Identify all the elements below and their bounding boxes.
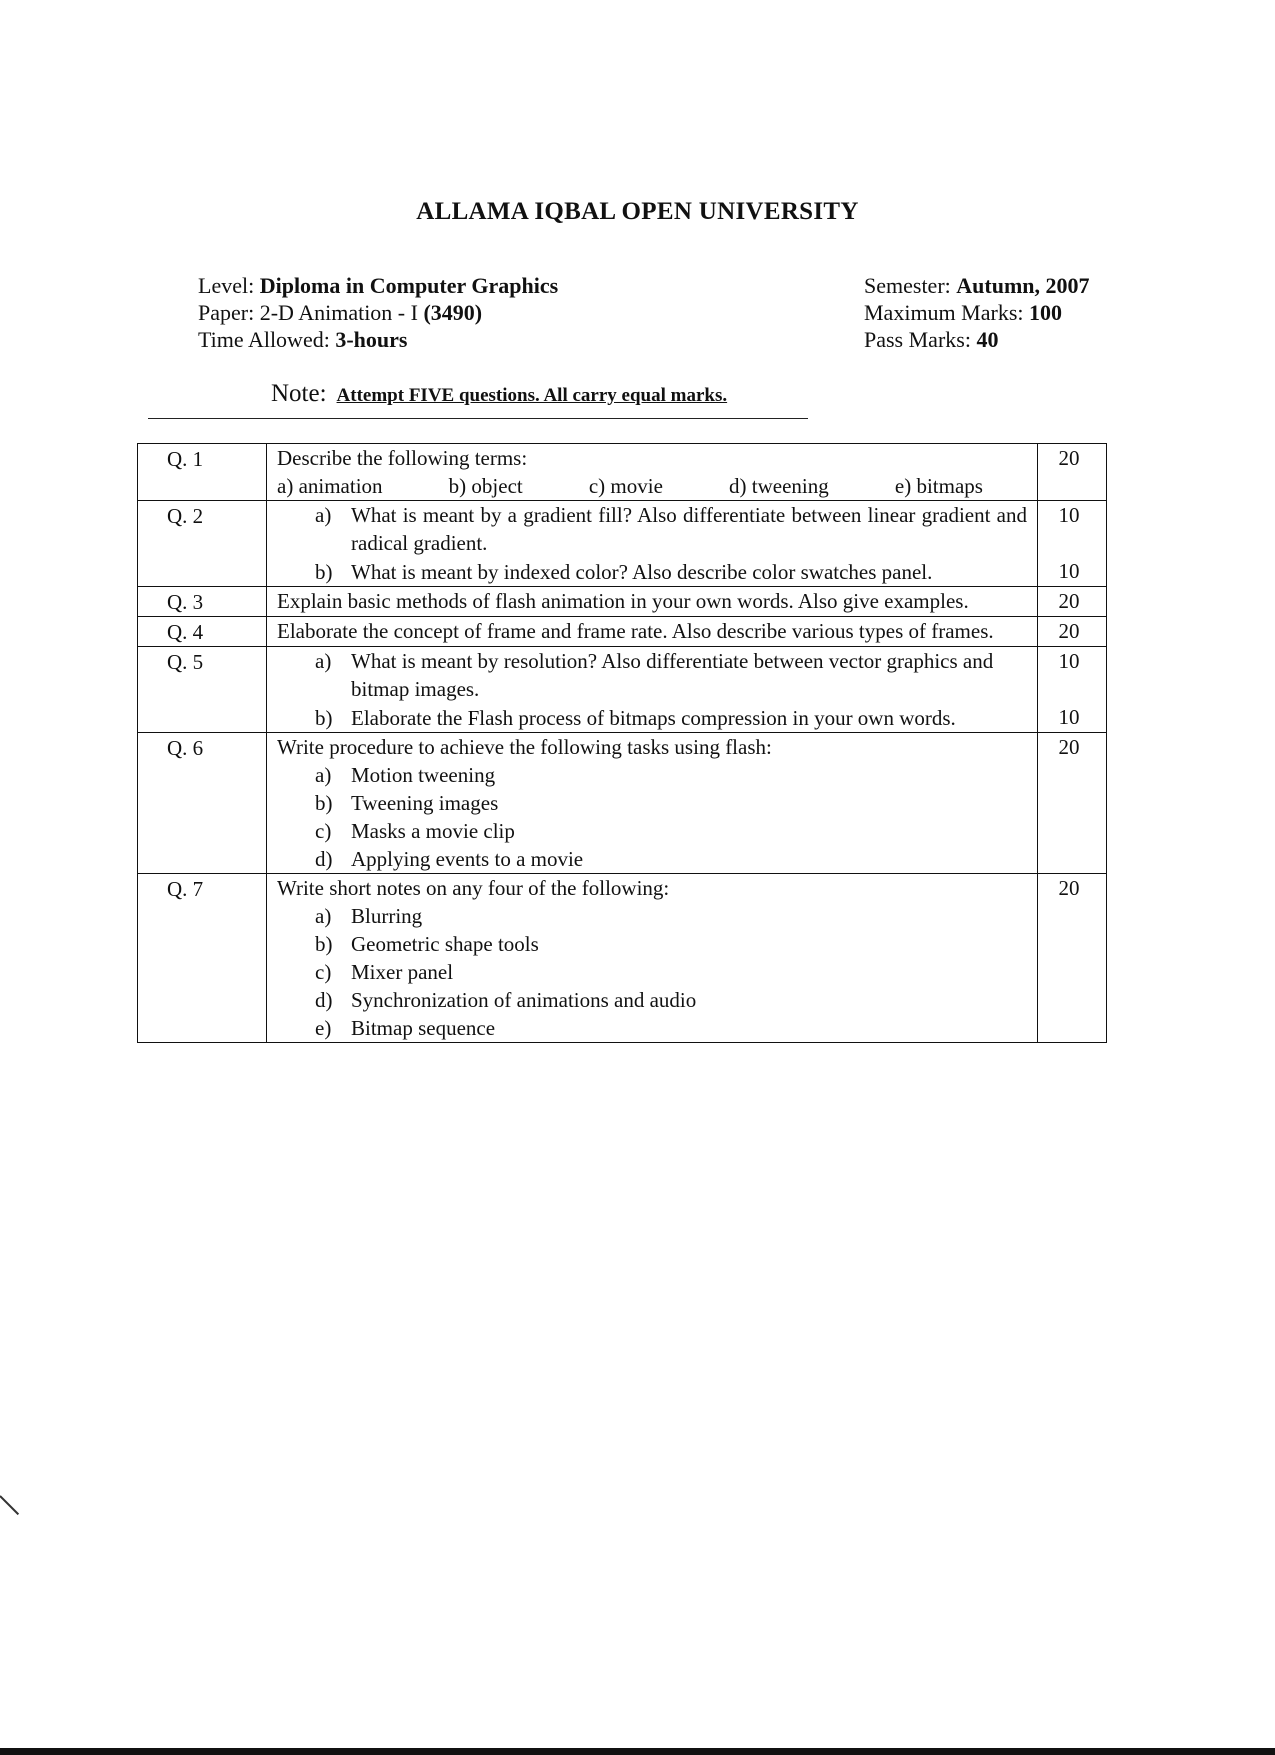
question-body: Write short notes on any four of the following: a) Blurring b) Geometric shape tools c) Mixer panel d) Synchronization of animations and audio e) Bitmap sequence bbox=[267, 874, 1038, 1043]
question-marks: 20 bbox=[1038, 874, 1107, 1043]
question-row bbox=[138, 587, 1107, 617]
question-body: Describe the following terms: a) animation b) object c) movie d) tweening e) bitmaps bbox=[267, 444, 1038, 501]
question-marks: 10 10 bbox=[1038, 501, 1107, 587]
semester-line: Semester: Autumn, 2007 bbox=[864, 273, 1090, 298]
level-line: Level: Diploma in Computer Graphics bbox=[198, 273, 559, 298]
note-divider bbox=[148, 418, 808, 419]
question-marks: 20 bbox=[1038, 733, 1107, 874]
question-row bbox=[138, 874, 1107, 1043]
question-body bbox=[267, 501, 1038, 587]
list-item: b) Geometric shape tools bbox=[315, 932, 539, 956]
list-item: c) Masks a movie clip bbox=[315, 819, 515, 843]
scan-edge bbox=[0, 1748, 1275, 1755]
time-value: 3-hours bbox=[335, 327, 408, 352]
note-label: Note: bbox=[271, 380, 327, 407]
question-marks: 20 bbox=[1038, 444, 1107, 501]
question-number: Q. 3 bbox=[138, 587, 267, 617]
paper-line: Paper: 2-D Animation - I (3490) bbox=[198, 300, 483, 325]
question-number: Q. 7 bbox=[138, 874, 267, 1043]
pass-marks-value: 40 bbox=[976, 327, 999, 352]
question-body: Elaborate the concept of frame and frame rate. Also describe various types of frames. bbox=[267, 617, 1038, 647]
scan-mark bbox=[0, 1495, 19, 1515]
question-part: a) What is meant by a gradient fill? Also differentiate between linear gradient and radical gradient. bbox=[315, 503, 1027, 555]
list-item: c) Mixer panel bbox=[315, 960, 454, 984]
term-list bbox=[277, 472, 1027, 500]
list-item: a) Motion tweening bbox=[315, 763, 496, 787]
list-item: d) Synchronization of animations and audio bbox=[315, 988, 697, 1012]
pass-marks-line: Pass Marks: 40 bbox=[864, 327, 999, 352]
question-row bbox=[138, 501, 1107, 587]
question-number: Q. 6 bbox=[138, 733, 267, 874]
exam-info-right bbox=[864, 272, 1090, 353]
question-part: a) What is meant by resolution? Also differentiate between vector graphics and bitmap images. bbox=[315, 649, 994, 701]
max-marks-value: 100 bbox=[1029, 300, 1062, 325]
exam-info-left bbox=[198, 272, 558, 353]
question-marks: 20 bbox=[1038, 587, 1107, 617]
question-number: Q. 4 bbox=[138, 617, 267, 647]
question-body bbox=[267, 647, 1038, 733]
question-number: Q. 2 bbox=[138, 501, 267, 587]
time-line: Time Allowed: 3-hours bbox=[198, 327, 408, 352]
question-row bbox=[138, 647, 1107, 733]
paper-code: (3490) bbox=[423, 300, 483, 325]
question-body: Explain basic methods of flash animation in your own words. Also give examples. bbox=[267, 587, 1038, 617]
question-part: b) Elaborate the Flash process of bitmaps compression in your own words. bbox=[315, 706, 956, 730]
question-part: b) What is meant by indexed color? Also describe color swatches panel. bbox=[315, 560, 933, 584]
question-marks: 20 bbox=[1038, 617, 1107, 647]
question-body: Write procedure to achieve the following tasks using flash: a) Motion tweening b) Tweening images c) Masks a movie clip d) Applying events to a movie bbox=[267, 733, 1038, 874]
list-item: d) Applying events to a movie bbox=[315, 847, 584, 871]
question-row bbox=[138, 444, 1107, 501]
term-item: c) movie bbox=[588, 474, 663, 498]
semester-value: Autumn, 2007 bbox=[956, 273, 1090, 298]
list-item: b) Tweening images bbox=[315, 791, 499, 815]
question-number: Q. 1 bbox=[138, 444, 267, 501]
list-item: e) Bitmap sequence bbox=[315, 1016, 496, 1040]
questions-table bbox=[137, 443, 1107, 1043]
term-item: e) bitmaps bbox=[894, 474, 983, 498]
list-item: a) Blurring bbox=[315, 904, 423, 928]
term-item: b) object bbox=[448, 474, 523, 498]
exam-note bbox=[271, 380, 727, 408]
university-title: ALLAMA IQBAL OPEN UNIVERSITY bbox=[416, 198, 859, 225]
max-marks-line: Maximum Marks: 100 bbox=[864, 300, 1062, 325]
question-row bbox=[138, 733, 1107, 874]
question-number: Q. 5 bbox=[138, 647, 267, 733]
term-item: a) animation bbox=[277, 474, 383, 498]
term-item: d) tweening bbox=[729, 474, 829, 498]
question-row bbox=[138, 617, 1107, 647]
question-marks: 10 10 bbox=[1038, 647, 1107, 733]
level-value: Diploma in Computer Graphics bbox=[259, 273, 559, 298]
note-text: Attempt FIVE questions. All carry equal marks. bbox=[336, 385, 728, 406]
